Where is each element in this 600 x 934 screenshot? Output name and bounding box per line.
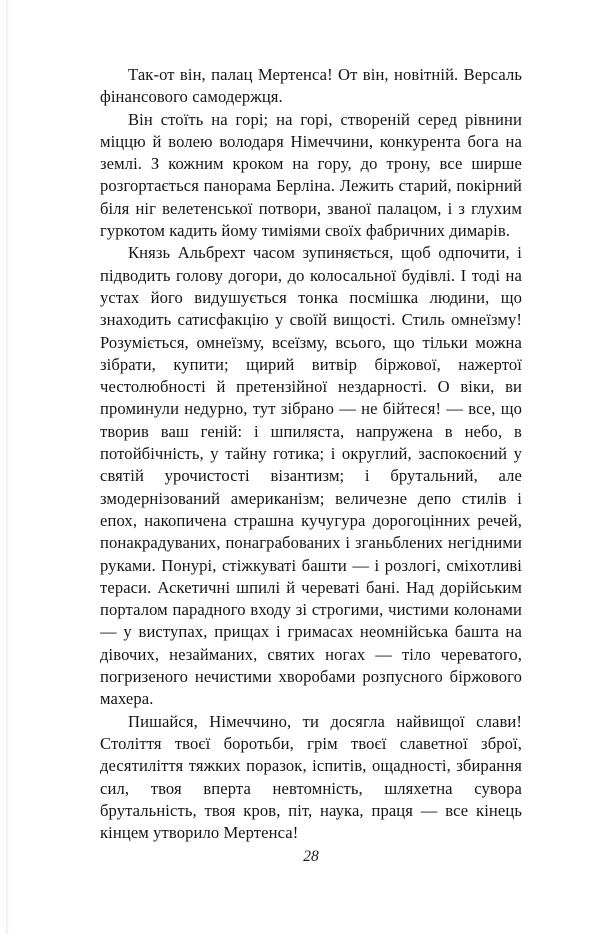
paragraph-1: Так-от він, палац Мертенса! От він, новітній. Версаль фінансового самодержця.: [100, 65, 522, 107]
page-text: [100, 64, 522, 844]
paragraph-3: Князь Альбрехт часом зупиняється, щоб одпочити, і підводить голову догори, до колосальної будівлі. І тоді на устах його видушується тонка посмішка людини, що знаходить сатисфакцію у своїй вищості. Стиль омнеїзму! Розуміється, омнеїзму, всеїзму, всього, що тільки можна зібрати, купити; щирий витвір біржової, нажертої честолюбності й претензійної нездарності. О віки, ви проминули недурно, тут зібрано — не бійтеся! — все, що творив ваш геній: і шпиляста, напружена в небо, в потойбічність, у тайну готика; і округлий, заспокоєний у святій урочистості візантизм; і брутальний, але змодернізований американізм; величезне депо стилів і епох, накопичена страшна кучугура дорогоцінних речей, понакрадуваних, понаграбованих і зганьблених негідними руками. Понурі, стіжкуваті башти — і розлогі, сміхотливі тераси. Аскетичні шпилі й череваті бані. Над дорійським порталом парадного входу зі строгими, чистими колонами — у виступах, прищах і гримасах неомнійська башта на дівочих, незайманих, святих ногах — тіло череватого, погризеного нечистими хворобами розпусного біржового махера.: [100, 243, 522, 709]
page-number: 28: [303, 848, 319, 865]
paragraph-2: Він стоїть на горі; на горі, створеній серед рівнини міццю й волею володаря Німеччини, конкурента бога на землі. З кожним кроком на гору, до трону, все ширше розгортається панорама Берліна. Лежить старий, покірний біля ніг велетенської потвори, званої палацом, і з глухим гуркотом кадить йому тиміями своїх фабричних димарів.: [100, 109, 522, 241]
paragraph-4: Пишайся, Німеччино, ти досягла найвищої слави! Століття твоєї боротьби, грім твоєї славетної зброї, десятиліття тяжких поразок, іспитів, ощадності, збирання сил, твоя вперта невтомність, шляхетна сувора брутальність, твоя кров, піт, наука, праця — все кінець кінцем утворило Мертенса!: [100, 711, 522, 843]
page-edge-shadow: [6, 0, 9, 934]
